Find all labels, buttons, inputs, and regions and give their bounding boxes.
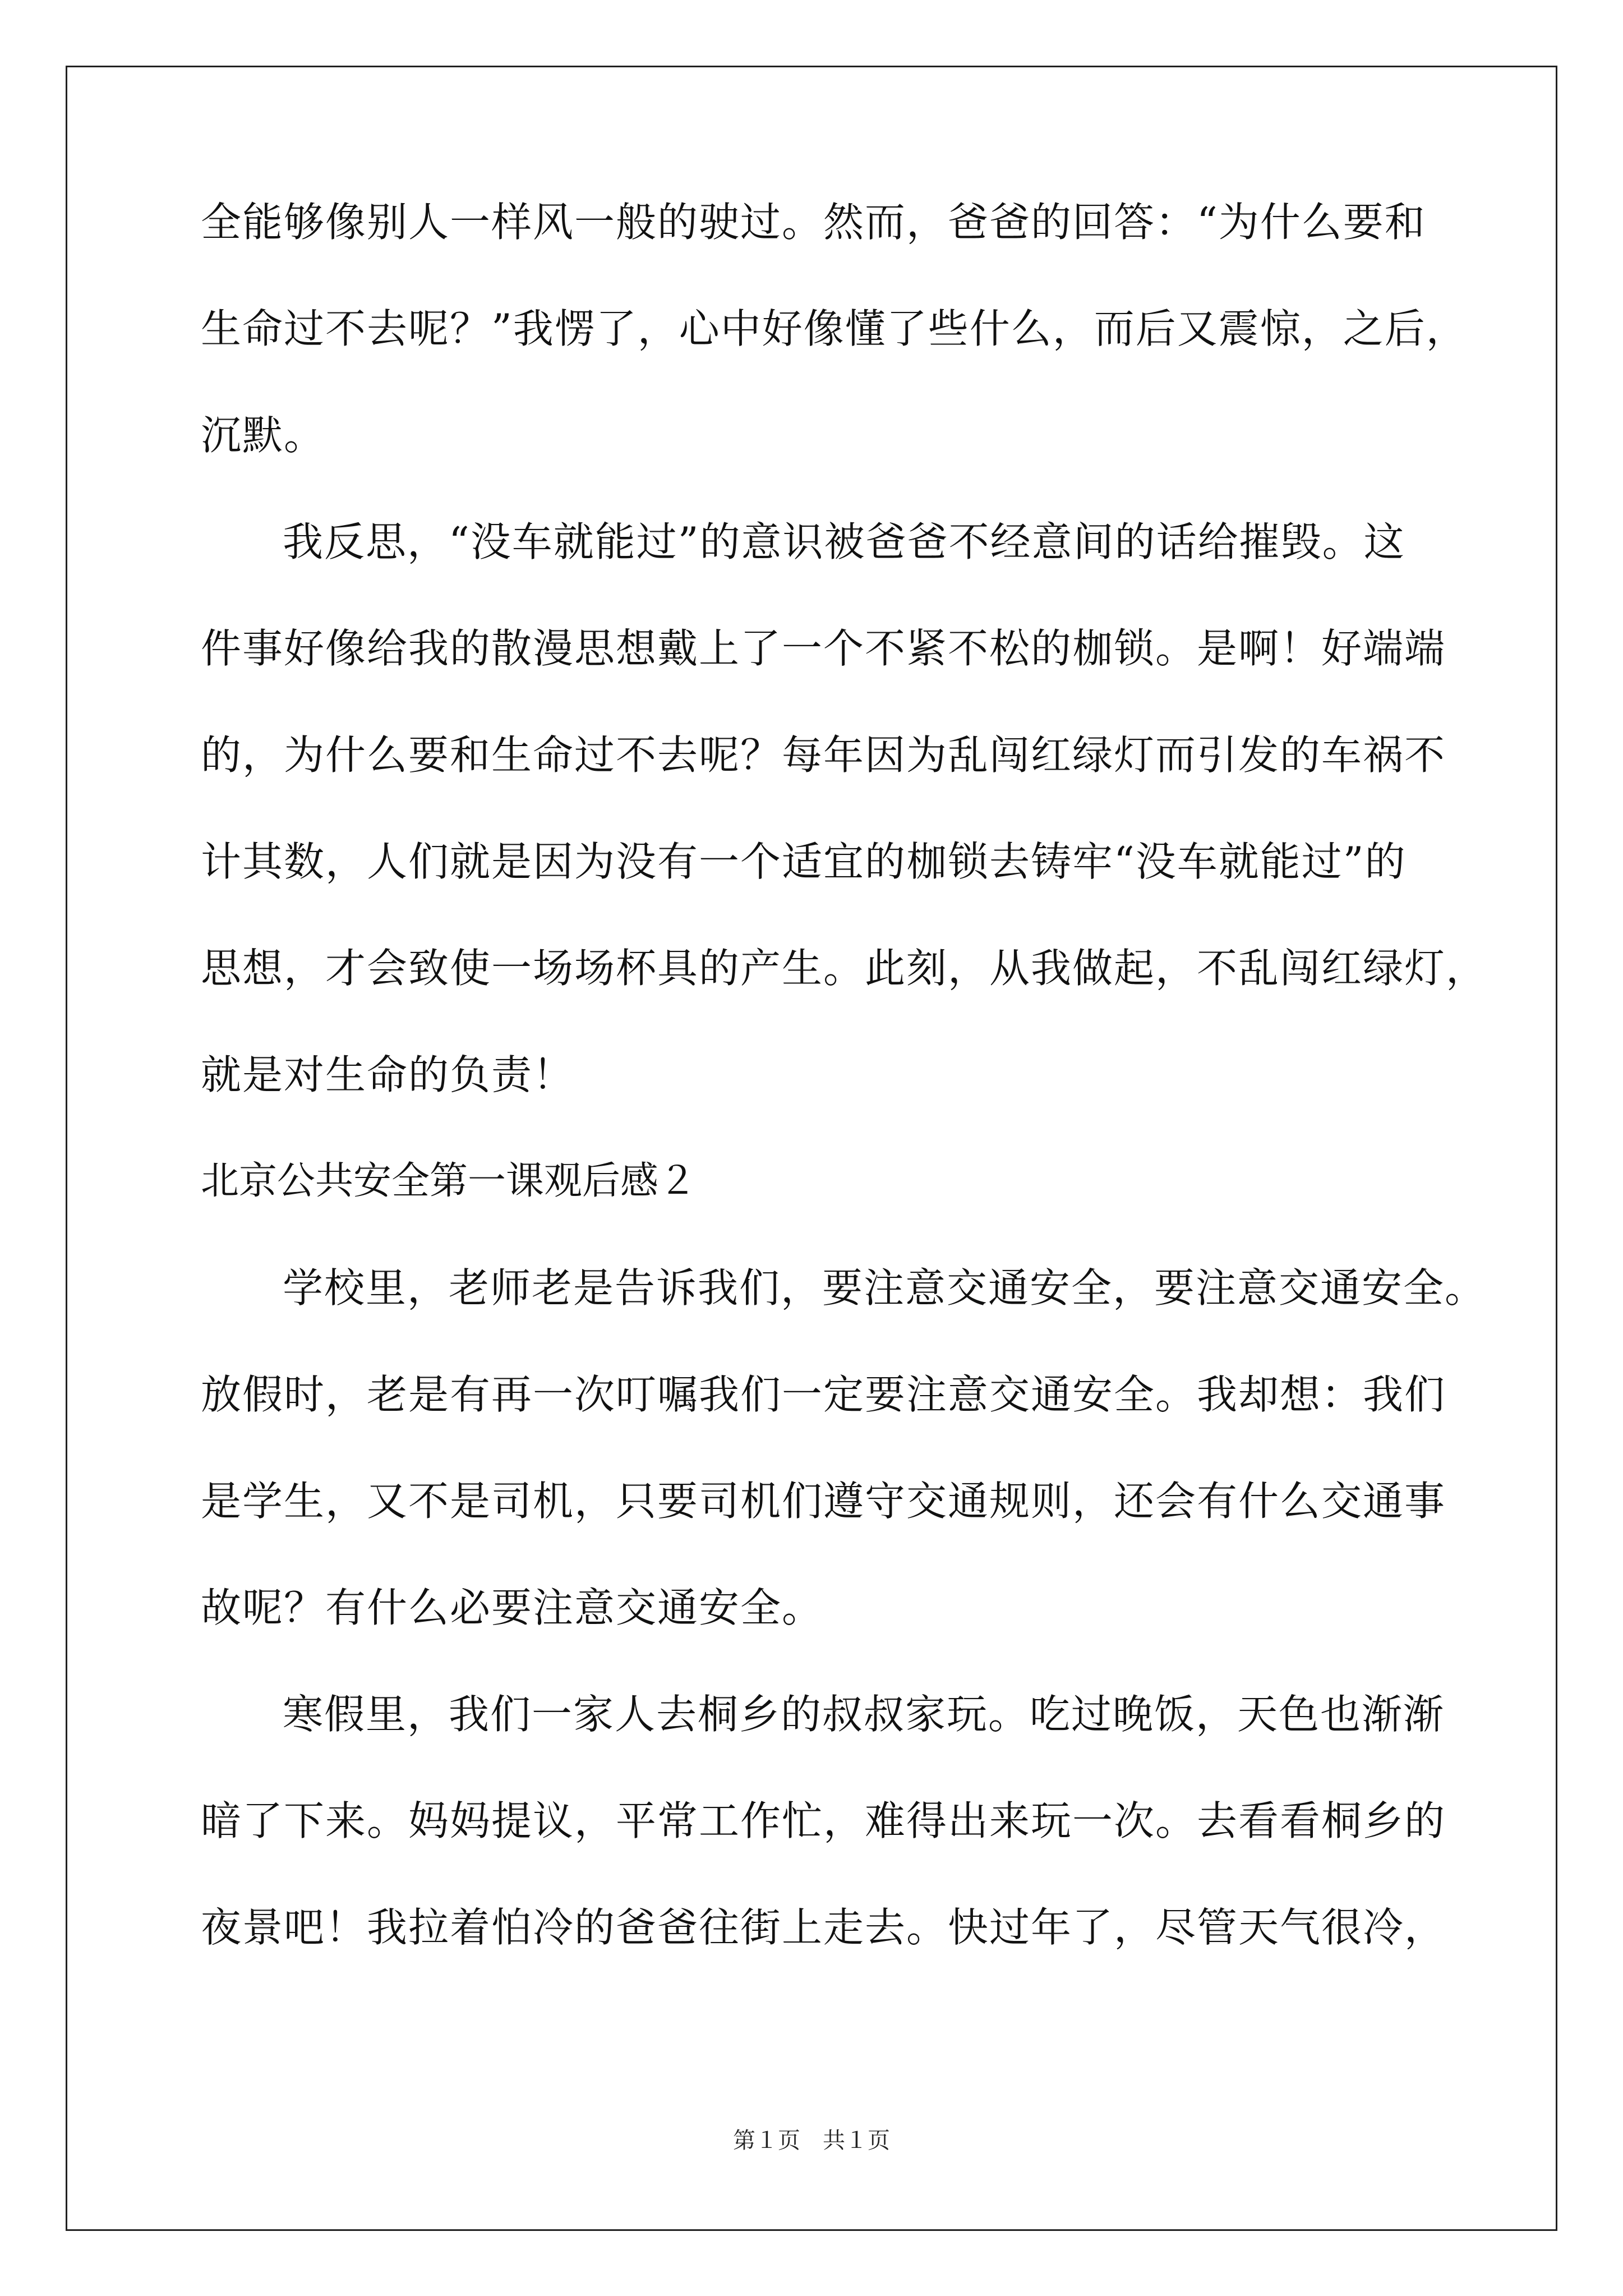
text-line: 学校里，老师老是告诉我们，要注意交通安全，要注意交通安全。 (283, 1264, 1487, 1312)
text-line: 我反思，“没车就能过”的意识被爸爸不经意间的话给摧毁。这 (283, 518, 1405, 565)
text-line: 思想，才会致使一场场杯具的产生。此刻，从我做起，不乱闯红绿灯， (201, 945, 1488, 992)
text-line: 夜景吧！我拉着怕冷的爸爸往街上走去。快过年了，尽管天气很冷， (201, 1904, 1446, 1951)
text-line: 的，为什么要和生命过不去呢？每年因为乱闯红绿灯而引发的车祸不 (201, 731, 1446, 779)
text-line: 是学生，又不是司机，只要司机们遵守交通规则，还会有什么交通事 (201, 1478, 1446, 1525)
text-line: 全能够像别人一样风一般的驶过。然而，爸爸的回答：“为什么要和 (201, 199, 1426, 246)
page-footer: 第１页 共１页 (733, 2128, 890, 2154)
text-line: 件事好像给我的散漫思想戴上了一个不紧不松的枷锁。是啊！好端端 (201, 625, 1446, 672)
text-line: 计其数，人们就是因为没有一个适宜的枷锁去铸牢“没车就能过”的 (201, 838, 1407, 885)
text-line: 寒假里，我们一家人去桐乡的叔叔家玩。吃过晚饭，天色也渐渐 (283, 1691, 1445, 1738)
section-heading: 北京公共安全第一课观后感２ (201, 1159, 697, 1203)
document-body (201, 199, 1488, 2014)
text-line: 暗了下来。妈妈提议，平常工作忙，难得出来玩一次。去看看桐乡的 (201, 1797, 1446, 1844)
text-line: 就是对生命的负责！ (201, 1051, 575, 1098)
text-line: 沉默。 (201, 412, 326, 459)
text-line: 故呢？有什么必要注意交通安全。 (201, 1584, 824, 1631)
text-line: 生命过不去呢？”我愣了，心中好像懂了些什么，而后又震惊，之后， (201, 305, 1468, 352)
text-line: 放假时，老是有再一次叮嘱我们一定要注意交通安全。我却想：我们 (201, 1371, 1446, 1418)
